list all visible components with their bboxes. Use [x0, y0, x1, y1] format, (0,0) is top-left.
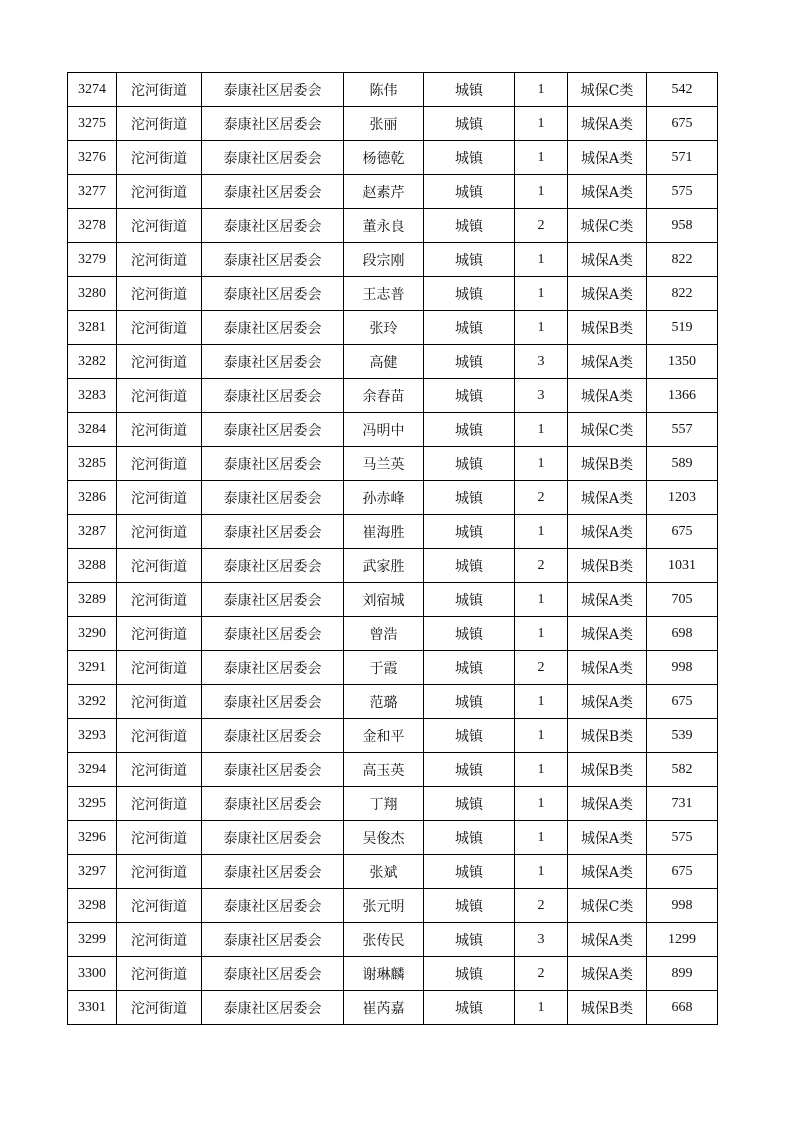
cell-subdistrict: 沱河街道: [117, 481, 202, 515]
cell-assistance-category: 城保A类: [568, 923, 647, 957]
table-row: [68, 583, 718, 617]
cell-name: 赵素芹: [344, 175, 424, 209]
cell-household-size: 1: [515, 73, 568, 107]
cell-row-number: 3286: [68, 481, 117, 515]
cell-community: 泰康社区居委会: [202, 991, 344, 1025]
cell-household-size: 3: [515, 379, 568, 413]
cell-community: 泰康社区居委会: [202, 719, 344, 753]
table-row: [68, 855, 718, 889]
cell-household-size: 3: [515, 345, 568, 379]
data-table: [67, 72, 718, 1025]
cell-subdistrict: 沱河街道: [117, 889, 202, 923]
cell-area-type: 城镇: [424, 753, 515, 787]
cell-subdistrict: 沱河街道: [117, 583, 202, 617]
cell-subdistrict: 沱河街道: [117, 345, 202, 379]
cell-amount: 698: [647, 617, 718, 651]
cell-household-size: 1: [515, 617, 568, 651]
cell-area-type: 城镇: [424, 583, 515, 617]
cell-area-type: 城镇: [424, 447, 515, 481]
cell-row-number: 3283: [68, 379, 117, 413]
cell-row-number: 3282: [68, 345, 117, 379]
table-row: [68, 991, 718, 1025]
table-row: [68, 243, 718, 277]
cell-name: 张传民: [344, 923, 424, 957]
cell-assistance-category: 城保C类: [568, 73, 647, 107]
table-row: [68, 107, 718, 141]
cell-household-size: 2: [515, 651, 568, 685]
cell-assistance-category: 城保C类: [568, 209, 647, 243]
cell-row-number: 3299: [68, 923, 117, 957]
cell-assistance-category: 城保A类: [568, 583, 647, 617]
cell-amount: 542: [647, 73, 718, 107]
cell-assistance-category: 城保A类: [568, 175, 647, 209]
cell-subdistrict: 沱河街道: [117, 753, 202, 787]
cell-community: 泰康社区居委会: [202, 685, 344, 719]
cell-household-size: 1: [515, 821, 568, 855]
cell-assistance-category: 城保B类: [568, 719, 647, 753]
cell-area-type: 城镇: [424, 651, 515, 685]
cell-name: 范璐: [344, 685, 424, 719]
cell-amount: 998: [647, 889, 718, 923]
cell-assistance-category: 城保A类: [568, 651, 647, 685]
cell-amount: 589: [647, 447, 718, 481]
cell-area-type: 城镇: [424, 549, 515, 583]
table-row: [68, 923, 718, 957]
cell-amount: 705: [647, 583, 718, 617]
cell-community: 泰康社区居委会: [202, 549, 344, 583]
cell-community: 泰康社区居委会: [202, 243, 344, 277]
cell-community: 泰康社区居委会: [202, 175, 344, 209]
cell-name: 刘宿城: [344, 583, 424, 617]
table-row: [68, 447, 718, 481]
cell-name: 王志普: [344, 277, 424, 311]
cell-household-size: 1: [515, 719, 568, 753]
cell-row-number: 3285: [68, 447, 117, 481]
cell-household-size: 1: [515, 447, 568, 481]
cell-area-type: 城镇: [424, 379, 515, 413]
cell-assistance-category: 城保A类: [568, 617, 647, 651]
cell-community: 泰康社区居委会: [202, 447, 344, 481]
cell-amount: 1299: [647, 923, 718, 957]
cell-amount: 998: [647, 651, 718, 685]
cell-community: 泰康社区居委会: [202, 107, 344, 141]
table-row: [68, 515, 718, 549]
cell-amount: 822: [647, 243, 718, 277]
cell-row-number: 3300: [68, 957, 117, 991]
table-row: [68, 957, 718, 991]
table-row: [68, 651, 718, 685]
cell-amount: 582: [647, 753, 718, 787]
cell-subdistrict: 沱河街道: [117, 175, 202, 209]
table-row: [68, 685, 718, 719]
cell-row-number: 3296: [68, 821, 117, 855]
cell-community: 泰康社区居委会: [202, 413, 344, 447]
cell-name: 高健: [344, 345, 424, 379]
cell-community: 泰康社区居委会: [202, 821, 344, 855]
cell-row-number: 3297: [68, 855, 117, 889]
cell-row-number: 3274: [68, 73, 117, 107]
cell-community: 泰康社区居委会: [202, 515, 344, 549]
cell-area-type: 城镇: [424, 821, 515, 855]
cell-subdistrict: 沱河街道: [117, 447, 202, 481]
cell-household-size: 1: [515, 515, 568, 549]
cell-name: 张元明: [344, 889, 424, 923]
cell-amount: 571: [647, 141, 718, 175]
cell-amount: 575: [647, 821, 718, 855]
cell-household-size: 2: [515, 209, 568, 243]
table-row: [68, 175, 718, 209]
cell-area-type: 城镇: [424, 855, 515, 889]
cell-household-size: 3: [515, 923, 568, 957]
cell-community: 泰康社区居委会: [202, 753, 344, 787]
table-row: [68, 73, 718, 107]
cell-subdistrict: 沱河街道: [117, 991, 202, 1025]
cell-assistance-category: 城保A类: [568, 855, 647, 889]
cell-household-size: 1: [515, 141, 568, 175]
cell-household-size: 1: [515, 855, 568, 889]
cell-row-number: 3295: [68, 787, 117, 821]
cell-name: 陈伟: [344, 73, 424, 107]
cell-row-number: 3278: [68, 209, 117, 243]
cell-subdistrict: 沱河街道: [117, 277, 202, 311]
cell-assistance-category: 城保A类: [568, 481, 647, 515]
cell-amount: 731: [647, 787, 718, 821]
cell-name: 曾浩: [344, 617, 424, 651]
cell-assistance-category: 城保B类: [568, 753, 647, 787]
cell-amount: 675: [647, 107, 718, 141]
cell-area-type: 城镇: [424, 923, 515, 957]
cell-name: 高玉英: [344, 753, 424, 787]
cell-name: 段宗刚: [344, 243, 424, 277]
cell-subdistrict: 沱河街道: [117, 413, 202, 447]
cell-community: 泰康社区居委会: [202, 787, 344, 821]
cell-subdistrict: 沱河街道: [117, 651, 202, 685]
cell-area-type: 城镇: [424, 413, 515, 447]
cell-area-type: 城镇: [424, 957, 515, 991]
cell-community: 泰康社区居委会: [202, 957, 344, 991]
cell-assistance-category: 城保A类: [568, 957, 647, 991]
cell-household-size: 2: [515, 549, 568, 583]
cell-community: 泰康社区居委会: [202, 651, 344, 685]
cell-name: 武家胜: [344, 549, 424, 583]
cell-household-size: 1: [515, 753, 568, 787]
cell-name: 于霞: [344, 651, 424, 685]
cell-name: 张斌: [344, 855, 424, 889]
cell-area-type: 城镇: [424, 787, 515, 821]
cell-subdistrict: 沱河街道: [117, 719, 202, 753]
cell-community: 泰康社区居委会: [202, 311, 344, 345]
cell-assistance-category: 城保B类: [568, 549, 647, 583]
cell-name: 崔芮嘉: [344, 991, 424, 1025]
cell-community: 泰康社区居委会: [202, 889, 344, 923]
cell-area-type: 城镇: [424, 991, 515, 1025]
table-row: [68, 413, 718, 447]
cell-name: 崔海胜: [344, 515, 424, 549]
cell-amount: 519: [647, 311, 718, 345]
cell-community: 泰康社区居委会: [202, 855, 344, 889]
cell-subdistrict: 沱河街道: [117, 957, 202, 991]
cell-area-type: 城镇: [424, 73, 515, 107]
cell-row-number: 3280: [68, 277, 117, 311]
cell-subdistrict: 沱河街道: [117, 209, 202, 243]
cell-assistance-category: 城保A类: [568, 515, 647, 549]
cell-name: 金和平: [344, 719, 424, 753]
cell-assistance-category: 城保A类: [568, 243, 647, 277]
cell-row-number: 3294: [68, 753, 117, 787]
cell-amount: 675: [647, 515, 718, 549]
cell-subdistrict: 沱河街道: [117, 243, 202, 277]
table-row: [68, 141, 718, 175]
cell-area-type: 城镇: [424, 345, 515, 379]
cell-row-number: 3281: [68, 311, 117, 345]
cell-name: 杨德乾: [344, 141, 424, 175]
cell-assistance-category: 城保C类: [568, 413, 647, 447]
cell-name: 丁翔: [344, 787, 424, 821]
cell-amount: 899: [647, 957, 718, 991]
cell-area-type: 城镇: [424, 719, 515, 753]
cell-amount: 1203: [647, 481, 718, 515]
cell-row-number: 3276: [68, 141, 117, 175]
cell-assistance-category: 城保B类: [568, 447, 647, 481]
table-row: [68, 821, 718, 855]
cell-area-type: 城镇: [424, 685, 515, 719]
cell-assistance-category: 城保A类: [568, 345, 647, 379]
cell-household-size: 1: [515, 685, 568, 719]
cell-subdistrict: 沱河街道: [117, 141, 202, 175]
cell-amount: 668: [647, 991, 718, 1025]
cell-assistance-category: 城保A类: [568, 821, 647, 855]
cell-amount: 675: [647, 685, 718, 719]
cell-name: 马兰英: [344, 447, 424, 481]
cell-row-number: 3292: [68, 685, 117, 719]
cell-area-type: 城镇: [424, 141, 515, 175]
cell-row-number: 3279: [68, 243, 117, 277]
cell-subdistrict: 沱河街道: [117, 379, 202, 413]
cell-row-number: 3288: [68, 549, 117, 583]
cell-subdistrict: 沱河街道: [117, 685, 202, 719]
cell-community: 泰康社区居委会: [202, 209, 344, 243]
cell-name: 余春苗: [344, 379, 424, 413]
cell-subdistrict: 沱河街道: [117, 617, 202, 651]
cell-amount: 1366: [647, 379, 718, 413]
cell-row-number: 3291: [68, 651, 117, 685]
cell-name: 吴俊杰: [344, 821, 424, 855]
cell-community: 泰康社区居委会: [202, 73, 344, 107]
table-row: [68, 753, 718, 787]
cell-assistance-category: 城保C类: [568, 889, 647, 923]
cell-name: 张玲: [344, 311, 424, 345]
cell-community: 泰康社区居委会: [202, 923, 344, 957]
cell-household-size: 2: [515, 481, 568, 515]
cell-area-type: 城镇: [424, 277, 515, 311]
table-row: [68, 549, 718, 583]
cell-area-type: 城镇: [424, 889, 515, 923]
cell-community: 泰康社区居委会: [202, 345, 344, 379]
cell-name: 孙赤峰: [344, 481, 424, 515]
cell-area-type: 城镇: [424, 209, 515, 243]
cell-assistance-category: 城保A类: [568, 107, 647, 141]
cell-name: 冯明中: [344, 413, 424, 447]
cell-household-size: 1: [515, 583, 568, 617]
cell-subdistrict: 沱河街道: [117, 73, 202, 107]
table-row: [68, 617, 718, 651]
cell-amount: 822: [647, 277, 718, 311]
cell-community: 泰康社区居委会: [202, 617, 344, 651]
table-row: [68, 311, 718, 345]
table-row: [68, 889, 718, 923]
cell-household-size: 1: [515, 787, 568, 821]
cell-assistance-category: 城保A类: [568, 787, 647, 821]
cell-area-type: 城镇: [424, 515, 515, 549]
cell-assistance-category: 城保A类: [568, 379, 647, 413]
cell-subdistrict: 沱河街道: [117, 107, 202, 141]
cell-community: 泰康社区居委会: [202, 277, 344, 311]
cell-subdistrict: 沱河街道: [117, 515, 202, 549]
cell-community: 泰康社区居委会: [202, 379, 344, 413]
cell-area-type: 城镇: [424, 617, 515, 651]
cell-row-number: 3290: [68, 617, 117, 651]
cell-name: 董永良: [344, 209, 424, 243]
cell-amount: 557: [647, 413, 718, 447]
cell-amount: 958: [647, 209, 718, 243]
cell-area-type: 城镇: [424, 175, 515, 209]
cell-subdistrict: 沱河街道: [117, 923, 202, 957]
cell-row-number: 3289: [68, 583, 117, 617]
cell-subdistrict: 沱河街道: [117, 787, 202, 821]
cell-household-size: 1: [515, 107, 568, 141]
cell-household-size: 1: [515, 413, 568, 447]
cell-amount: 1031: [647, 549, 718, 583]
cell-area-type: 城镇: [424, 107, 515, 141]
cell-assistance-category: 城保B类: [568, 991, 647, 1025]
table-row: [68, 481, 718, 515]
table-row: [68, 379, 718, 413]
table-row: [68, 787, 718, 821]
cell-household-size: 1: [515, 243, 568, 277]
cell-subdistrict: 沱河街道: [117, 311, 202, 345]
cell-assistance-category: 城保A类: [568, 277, 647, 311]
cell-household-size: 1: [515, 991, 568, 1025]
cell-community: 泰康社区居委会: [202, 481, 344, 515]
cell-household-size: 1: [515, 175, 568, 209]
cell-household-size: 1: [515, 277, 568, 311]
cell-area-type: 城镇: [424, 481, 515, 515]
table-row: [68, 209, 718, 243]
cell-amount: 675: [647, 855, 718, 889]
cell-name: 张丽: [344, 107, 424, 141]
cell-household-size: 1: [515, 311, 568, 345]
cell-row-number: 3298: [68, 889, 117, 923]
table-row: [68, 719, 718, 753]
cell-community: 泰康社区居委会: [202, 141, 344, 175]
cell-row-number: 3301: [68, 991, 117, 1025]
cell-name: 谢琳麟: [344, 957, 424, 991]
cell-amount: 539: [647, 719, 718, 753]
cell-household-size: 2: [515, 957, 568, 991]
cell-assistance-category: 城保A类: [568, 685, 647, 719]
cell-community: 泰康社区居委会: [202, 583, 344, 617]
table-row: [68, 345, 718, 379]
cell-amount: 1350: [647, 345, 718, 379]
cell-row-number: 3287: [68, 515, 117, 549]
cell-assistance-category: 城保B类: [568, 311, 647, 345]
cell-amount: 575: [647, 175, 718, 209]
cell-subdistrict: 沱河街道: [117, 821, 202, 855]
cell-area-type: 城镇: [424, 311, 515, 345]
cell-row-number: 3275: [68, 107, 117, 141]
cell-row-number: 3277: [68, 175, 117, 209]
cell-area-type: 城镇: [424, 243, 515, 277]
cell-assistance-category: 城保A类: [568, 141, 647, 175]
cell-subdistrict: 沱河街道: [117, 855, 202, 889]
cell-household-size: 2: [515, 889, 568, 923]
cell-subdistrict: 沱河街道: [117, 549, 202, 583]
cell-row-number: 3284: [68, 413, 117, 447]
cell-row-number: 3293: [68, 719, 117, 753]
table-row: [68, 277, 718, 311]
